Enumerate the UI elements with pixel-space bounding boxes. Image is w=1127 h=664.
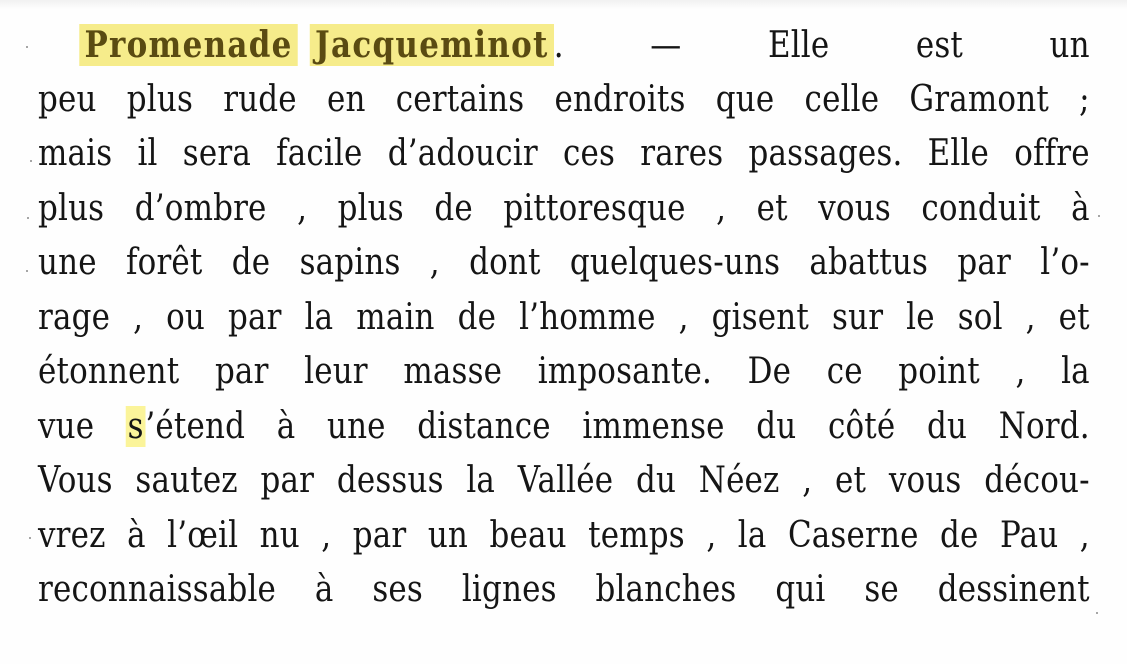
title-word-promenade: Promenade bbox=[79, 24, 298, 66]
text-line-9: Vous sautez par dessus la Vallée du Néez , et vous décou- bbox=[38, 460, 1090, 501]
scan-speck bbox=[26, 46, 28, 48]
text-line-10: vrez à l’œil nu , par un beau temps , la Caserne de Pau , bbox=[38, 514, 1090, 556]
text-line-8 bbox=[38, 400, 1090, 455]
text-line-6: rage , ou par la main de l’homme , gisent sur le sol , et bbox=[38, 296, 1090, 338]
text-line-5: une forêt de sapins , dont quelques-uns abattus par l’o- bbox=[38, 242, 1090, 283]
scan-speck bbox=[1096, 612, 1098, 614]
scan-edge bbox=[0, 0, 1127, 10]
title-word-jacqueminot: Jacqueminot bbox=[310, 24, 554, 66]
line8-start: vue bbox=[38, 405, 126, 447]
scan-speck bbox=[29, 537, 31, 539]
scan-speck bbox=[1098, 215, 1100, 217]
title-tail: . — Elle est un bbox=[553, 25, 1090, 66]
text-line-7: étonnent par leur masse imposante. De ce point , la bbox=[38, 351, 1090, 392]
text-line-3: mais il sera facile d’adoucir ces rares passages. Elle offre bbox=[38, 133, 1090, 174]
highlighted-letter: s bbox=[127, 405, 144, 447]
scan-speck bbox=[27, 217, 29, 219]
text-line-2: peu plus rude en certains endroits que celle Gramont ; bbox=[38, 78, 1090, 120]
text-line-11: reconnaissable à ses lignes blanches qui se dessinent bbox=[38, 569, 1090, 610]
line8-end: ’étend à une distance immense du côté du Nord. bbox=[145, 405, 1090, 447]
text-line-1 bbox=[38, 18, 1090, 73]
scan-speck bbox=[30, 160, 32, 162]
scan-speck bbox=[26, 270, 28, 272]
text-line-4: plus d’ombre , plus de pittoresque , et vous conduit à bbox=[38, 187, 1090, 229]
paragraph bbox=[38, 18, 1090, 618]
